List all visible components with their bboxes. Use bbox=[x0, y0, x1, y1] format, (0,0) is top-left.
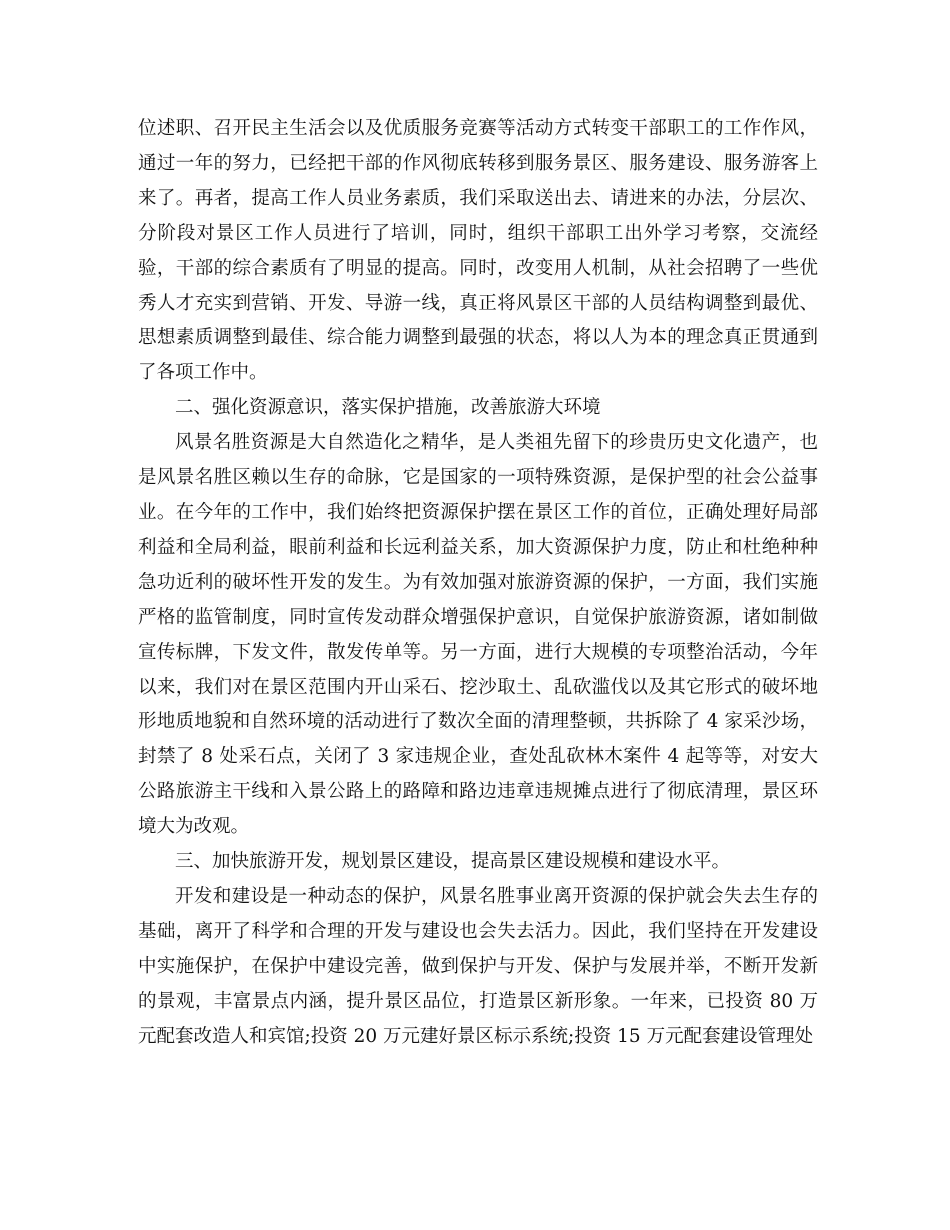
section-heading-tourism-development: 三、加快旅游开发，规划景区建设，提高景区建设规模和建设水平。 bbox=[175, 851, 731, 873]
paragraph-tourism-development: 开发和建设是一种动态的保护，风景名胜事业离开资源的保护就会失去生存的基础，离开了科学和合理的开发与建设也会失去活力。因此，我们坚持在开发建设中实施保护，在保护中建设完善，做到保护与开发、保护与发展并举，不断开发新的景观，丰富景点内涵，提升景区品位，打造景区新形象。一年来，已投资 80 万元配套改造人和宾馆;投资 20 万元建好景区标示系统;投资 15 万元配套建设管理处 bbox=[138, 885, 818, 1047]
paragraph-staff-work-style: 位述职、召开民主生活会以及优质服务竞赛等活动方式转变干部职工的工作作风，通过一年的努力，已经把干部的作风彻底转移到服务景区、服务建设、服务游客上来了。再者，提高工作人员业务素质，我们采取送出去、请进来的办法，分层次、分阶段对景区工作人员进行了培训，同时，组织干部职工出外学习考察，交流经验，干部的综合素质有了明显的提高。同时，改变用人机制，从社会招聘了一些优秀人才充实到营销、开发、导游一线，真正将风景区干部的人员结构调整到最优、思想素质调整到最佳、综合能力调整到最强的状态，将以人为本的理念真正贯通到了各项工作中。 bbox=[138, 118, 818, 384]
paragraph-resource-protection: 风景名胜资源是大自然造化之精华，是人类祖先留下的珍贵历史文化遗产，也是风景名胜区赖以生存的命脉，它是国家的一项特殊资源，是保护型的社会公益事业。在今年的工作中，我们始终把资源保护摆在景区工作的首位，正确处理好局部利益和全局利益，眼前利益和长远利益关系，加大资源保护力度，防止和杜绝种种急功近利的破坏性开发的发生。为有效加强对旅游资源的保护，一方面，我们实施严格的监管制度，同时宣传发动群众增强保护意识，自觉保护旅游资源，诸如制做宣传标牌，下发文件，散发传单等。另一方面，进行大规模的专项整治活动，今年以来，我们对在景区范围内开山采石、挖沙取土、乱砍滥伐以及其它形式的破坏地形地质地貌和自然环境的活动进行了数次全面的清理整顿，共拆除了 4 家采沙场，封禁了 8 处采石点，关闭了 3 家违规企业，查处乱砍林木案件 4 起等等，对安大公路旅游主干线和入景公路上的路障和路边违章违规摊点进行了彻底清理，景区环境大为改观。 bbox=[138, 432, 818, 838]
section-heading-resource-protection: 二、强化资源意识，落实保护措施，改善旅游大环境 bbox=[175, 397, 601, 419]
document-body bbox=[138, 112, 818, 1054]
